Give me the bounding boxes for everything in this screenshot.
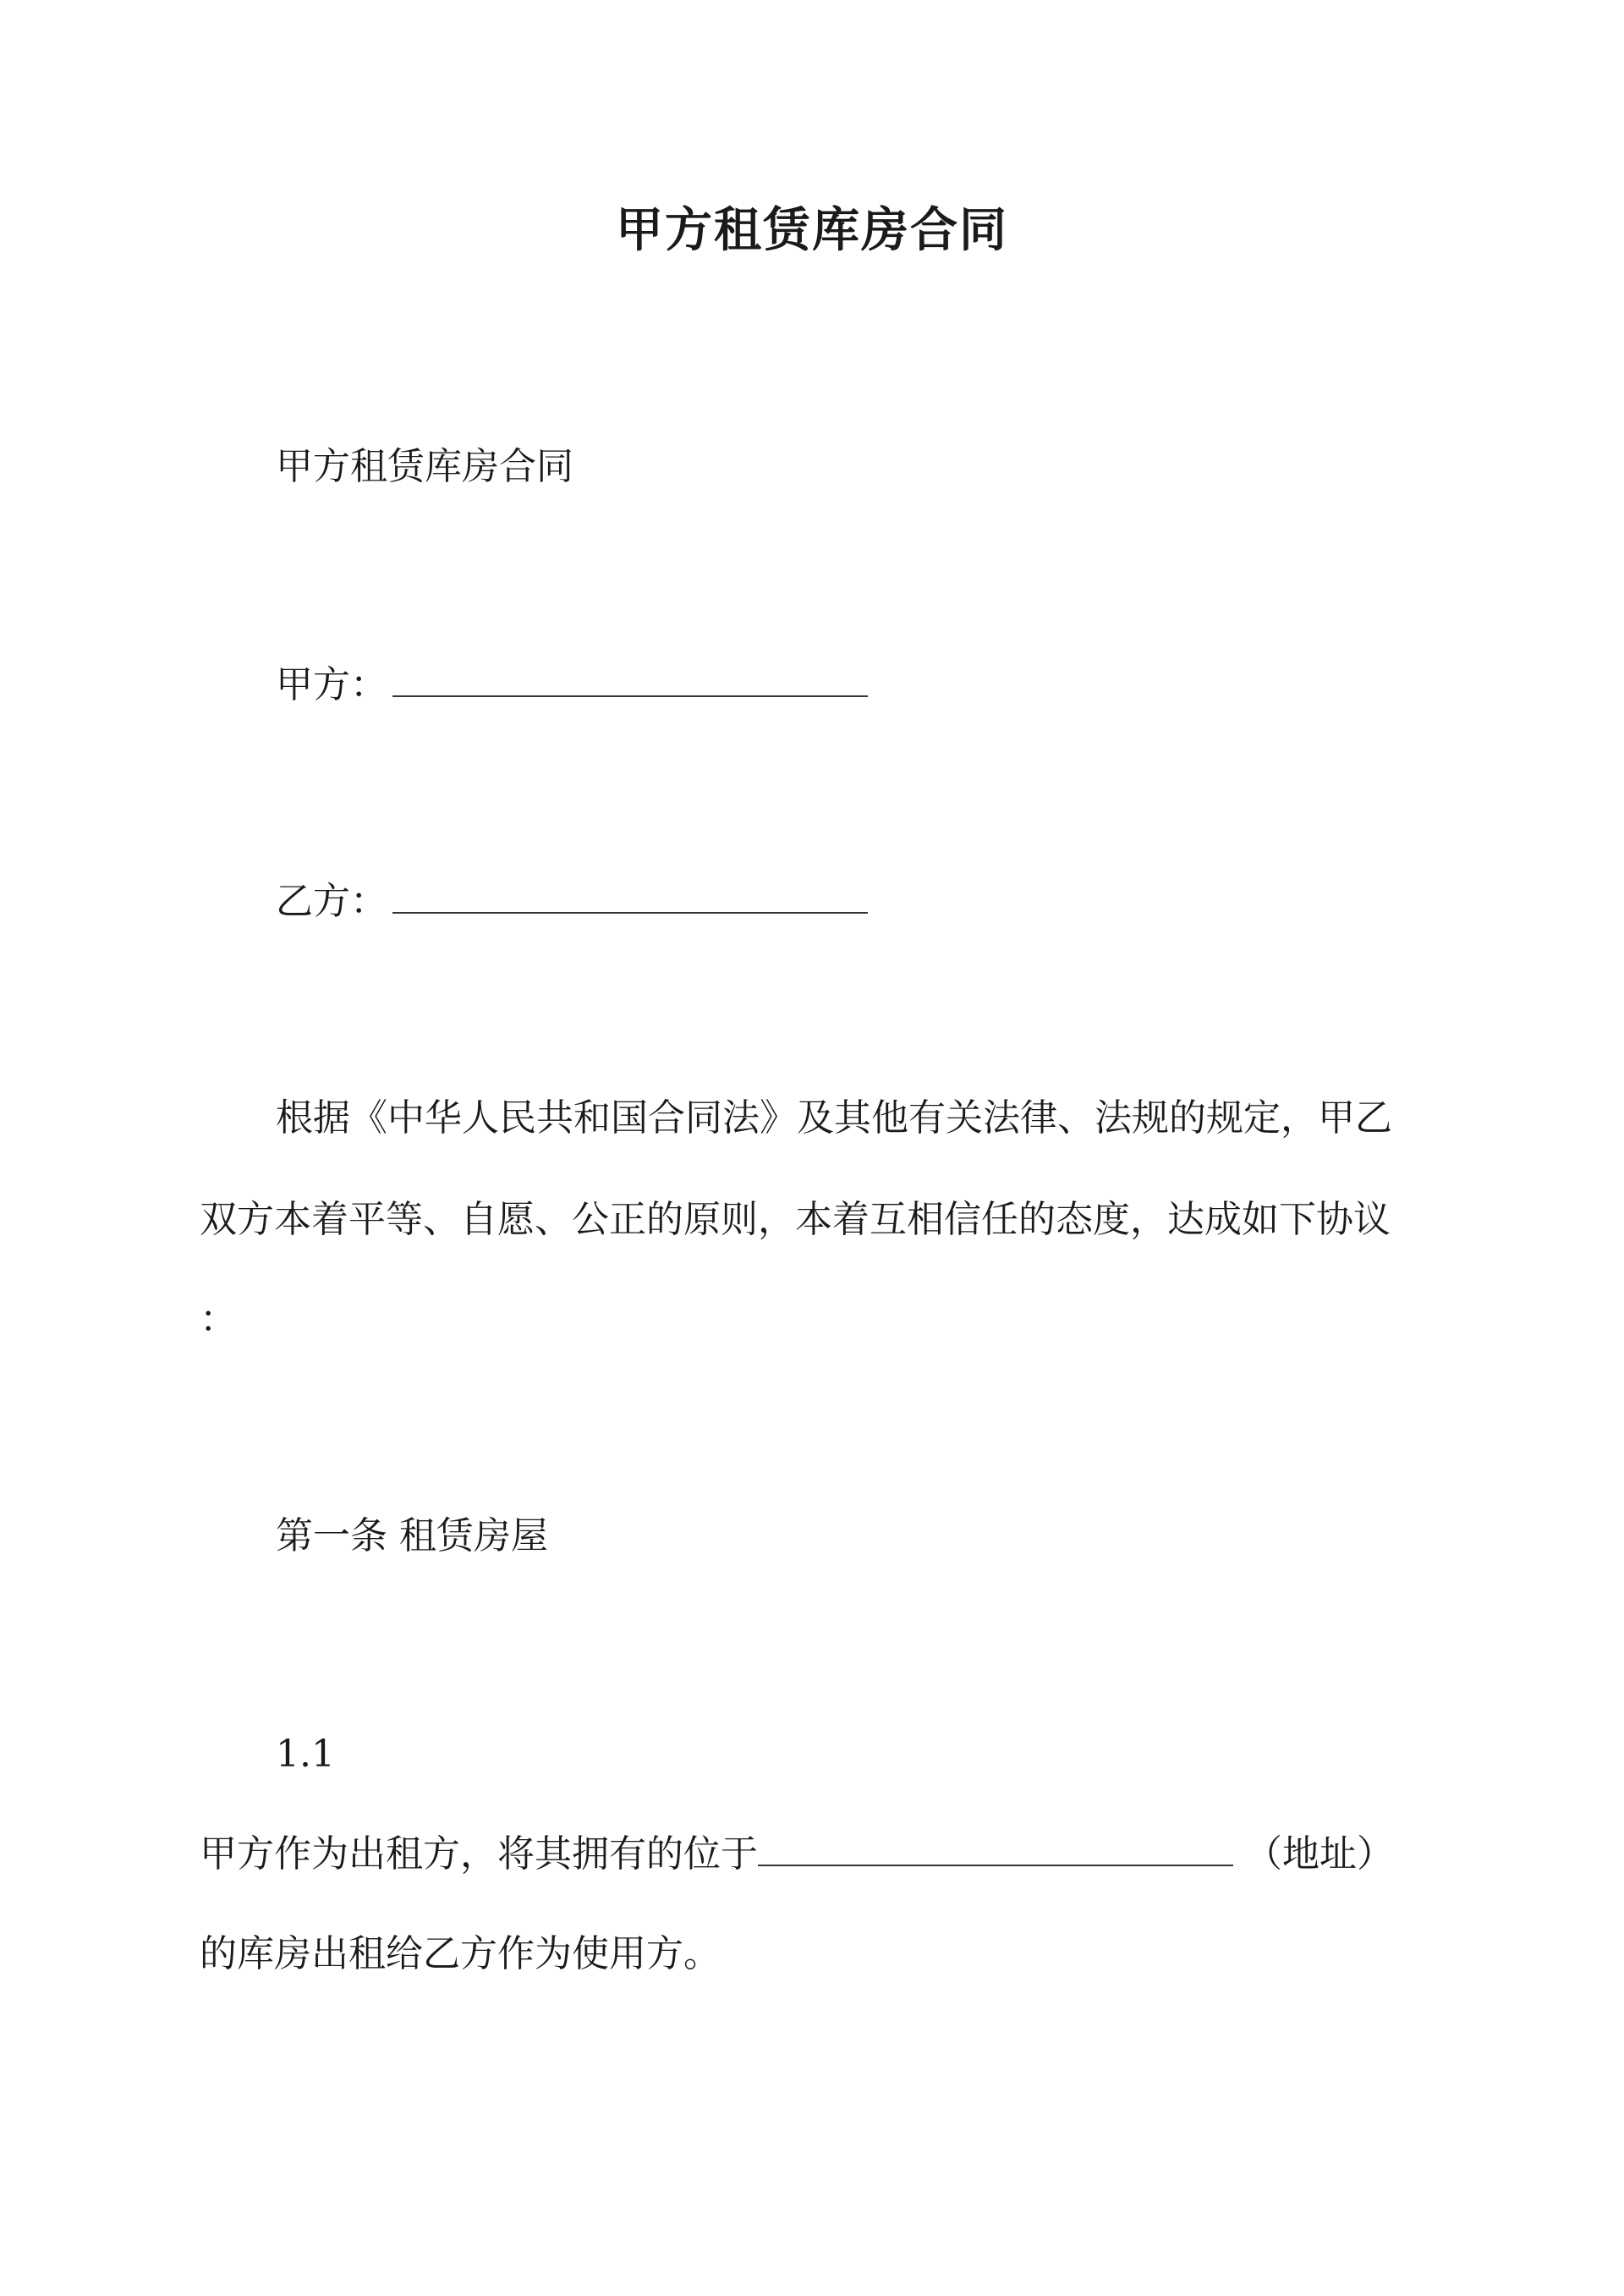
party-a-blank xyxy=(392,662,868,697)
clause-1-1-line-2: 的库房出租给乙方作为使用方。 xyxy=(200,1932,721,1975)
preamble-line-1: 根据《中华人民共和国合同法》及其他有关法律、法规的规定，甲乙 xyxy=(276,1096,1392,1140)
clause-1-1-text: 甲方作为出租方，将其拥有的位于 xyxy=(200,1832,758,1876)
party-a-line xyxy=(276,660,868,711)
preamble-line-2: 双方本着平等、自愿、公正的原则，本着互相信任的态度，达成如下协议 xyxy=(200,1198,1391,1241)
party-b-line xyxy=(276,876,868,927)
document-subtitle: 甲方租赁库房合同 xyxy=(276,445,573,488)
article-1-heading: 第一条 租赁房屋 xyxy=(276,1514,548,1557)
party-a-label: 甲方： xyxy=(276,663,387,706)
document-title: 甲方租赁库房合同 xyxy=(616,202,1008,258)
party-b-blank xyxy=(392,878,868,914)
party-b-label: 乙方： xyxy=(276,880,387,923)
clause-1-1-line-1 xyxy=(200,1829,1394,1880)
address-blank xyxy=(758,1831,1233,1866)
clause-1-1-number: 1.1 xyxy=(276,1733,335,1776)
preamble-line-3: ： xyxy=(200,1298,237,1341)
address-label: （地址） xyxy=(1245,1832,1394,1876)
